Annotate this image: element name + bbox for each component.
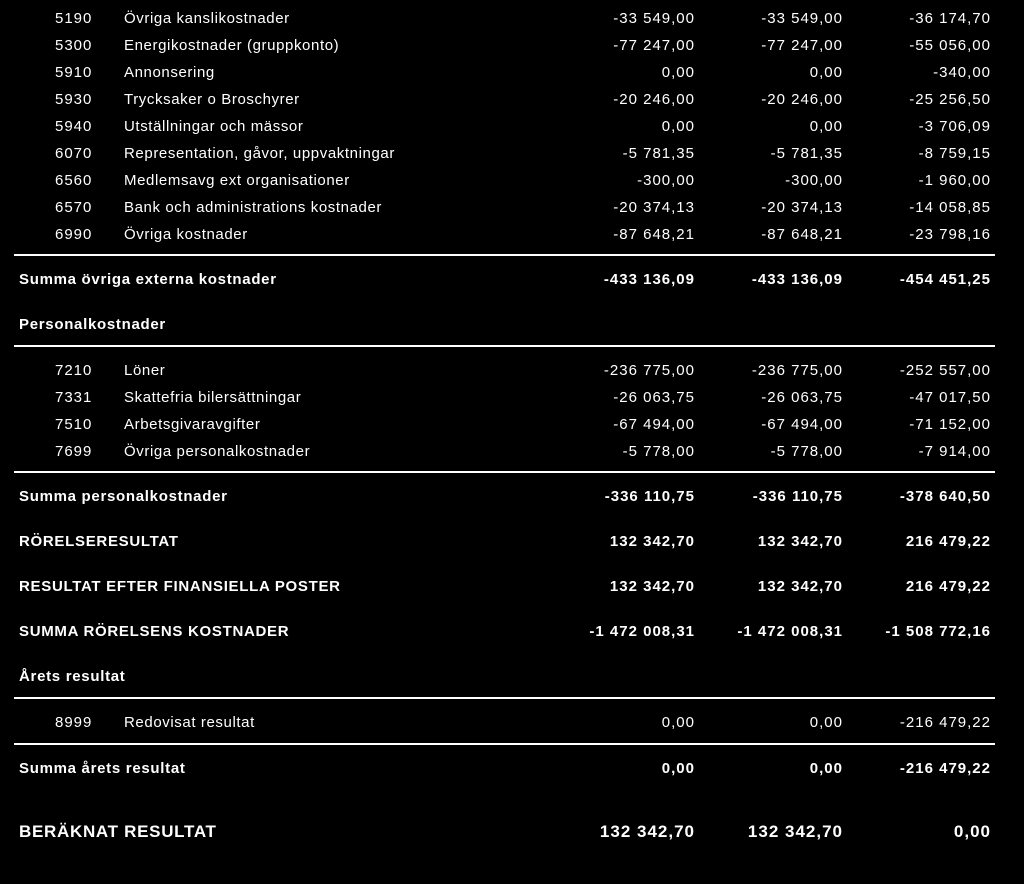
account-name: Redovisat resultat bbox=[124, 714, 255, 731]
amount-col-3: -71 152,00 bbox=[909, 416, 991, 433]
amount-col-1: -26 063,75 bbox=[613, 389, 695, 406]
sum-label: Summa årets resultat bbox=[19, 760, 186, 777]
amount-col-1: -77 247,00 bbox=[613, 37, 695, 54]
account-number: 6560 bbox=[55, 172, 93, 189]
amount-col-2: -20 246,00 bbox=[761, 91, 843, 108]
account-name: Medlemsavg ext organisationer bbox=[124, 172, 350, 189]
account-name: Löner bbox=[124, 362, 166, 379]
sum-label: Summa personalkostnader bbox=[19, 488, 228, 505]
table-row bbox=[0, 140, 1024, 167]
table-row bbox=[0, 86, 1024, 113]
amount-col-2: 132 342,70 bbox=[747, 822, 843, 841]
amount-col-2: 132 342,70 bbox=[757, 578, 843, 595]
amount-col-1: 0,00 bbox=[661, 714, 695, 731]
divider bbox=[14, 254, 995, 256]
table-row bbox=[0, 113, 1024, 140]
sum-year-result-row bbox=[0, 755, 1024, 782]
amount-col-3: -14 058,85 bbox=[909, 199, 991, 216]
account-name: Annonsering bbox=[124, 64, 215, 81]
sum-operating-costs-row bbox=[0, 618, 1024, 645]
amount-col-3: -36 174,70 bbox=[909, 10, 991, 27]
account-name: Övriga personalkostnader bbox=[124, 443, 311, 460]
amount-col-2: 0,00 bbox=[809, 118, 843, 135]
amount-col-2: 132 342,70 bbox=[757, 533, 843, 550]
amount-col-1: -5 778,00 bbox=[622, 443, 695, 460]
amount-col-2: -5 778,00 bbox=[770, 443, 843, 460]
table-row bbox=[0, 709, 1024, 736]
account-name: Arbetsgivaravgifter bbox=[124, 416, 261, 433]
amount-col-3: 216 479,22 bbox=[905, 533, 991, 550]
amount-col-1: -433 136,09 bbox=[603, 271, 695, 288]
amount-col-3: -3 706,09 bbox=[918, 118, 991, 135]
account-number: 7331 bbox=[55, 389, 93, 406]
divider bbox=[14, 471, 995, 473]
amount-col-1: -20 374,13 bbox=[613, 199, 695, 216]
amount-col-3: -378 640,50 bbox=[899, 488, 991, 505]
amount-col-1: -300,00 bbox=[637, 172, 695, 189]
amount-col-2: 0,00 bbox=[809, 64, 843, 81]
section-heading-row bbox=[0, 311, 1024, 338]
account-number: 6570 bbox=[55, 199, 93, 216]
sum-external-costs-row bbox=[0, 266, 1024, 293]
amount-col-3: 216 479,22 bbox=[905, 578, 991, 595]
amount-col-3: -252 557,00 bbox=[899, 362, 991, 379]
table-row bbox=[0, 32, 1024, 59]
section-heading-row bbox=[0, 663, 1024, 690]
amount-col-2: -33 549,00 bbox=[761, 10, 843, 27]
account-name: Skattefria bilersättningar bbox=[124, 389, 302, 406]
amount-col-1: 0,00 bbox=[661, 760, 695, 777]
account-name: Trycksaker o Broschyrer bbox=[124, 91, 300, 108]
account-number: 8999 bbox=[55, 714, 93, 731]
amount-col-3: 0,00 bbox=[953, 822, 991, 841]
table-row bbox=[0, 411, 1024, 438]
sum-label: BERÄKNAT RESULTAT bbox=[19, 822, 217, 841]
amount-col-2: -236 775,00 bbox=[751, 362, 843, 379]
account-name: Energikostnader (gruppkonto) bbox=[124, 37, 340, 54]
amount-col-3: -55 056,00 bbox=[909, 37, 991, 54]
amount-col-3: -8 759,15 bbox=[918, 145, 991, 162]
amount-col-2: -67 494,00 bbox=[761, 416, 843, 433]
amount-col-1: -5 781,35 bbox=[622, 145, 695, 162]
account-number: 5940 bbox=[55, 118, 93, 135]
amount-col-1: -20 246,00 bbox=[613, 91, 695, 108]
result-after-financial-row bbox=[0, 573, 1024, 600]
amount-col-1: 0,00 bbox=[661, 118, 695, 135]
table-row bbox=[0, 438, 1024, 465]
account-number: 7210 bbox=[55, 362, 93, 379]
table-row bbox=[0, 5, 1024, 32]
amount-col-2: -26 063,75 bbox=[761, 389, 843, 406]
table-row bbox=[0, 194, 1024, 221]
amount-col-2: 0,00 bbox=[809, 714, 843, 731]
sum-label: RESULTAT EFTER FINANSIELLA POSTER bbox=[19, 578, 341, 595]
account-name: Representation, gåvor, uppvaktningar bbox=[124, 145, 395, 162]
amount-col-3: -216 479,22 bbox=[899, 760, 991, 777]
amount-col-2: -87 648,21 bbox=[761, 226, 843, 243]
account-number: 5910 bbox=[55, 64, 93, 81]
amount-col-2: -5 781,35 bbox=[770, 145, 843, 162]
divider bbox=[14, 743, 995, 745]
account-number: 6070 bbox=[55, 145, 93, 162]
table-row bbox=[0, 59, 1024, 86]
sum-label: SUMMA RÖRELSENS KOSTNADER bbox=[19, 623, 290, 640]
section-heading: Årets resultat bbox=[19, 668, 126, 685]
operating-result-row bbox=[0, 528, 1024, 555]
amount-col-2: -20 374,13 bbox=[761, 199, 843, 216]
amount-col-2: 0,00 bbox=[809, 760, 843, 777]
table-row bbox=[0, 357, 1024, 384]
amount-col-3: -47 017,50 bbox=[909, 389, 991, 406]
account-number: 5190 bbox=[55, 10, 93, 27]
amount-col-3: -216 479,22 bbox=[899, 714, 991, 731]
amount-col-3: -1 508 772,16 bbox=[885, 623, 991, 640]
amount-col-3: -25 256,50 bbox=[909, 91, 991, 108]
account-name: Utställningar och mässor bbox=[124, 118, 304, 135]
calculated-result-row bbox=[0, 818, 1024, 845]
account-name: Övriga kostnader bbox=[124, 226, 248, 243]
account-number: 6990 bbox=[55, 226, 93, 243]
divider bbox=[14, 345, 995, 347]
amount-col-1: -1 472 008,31 bbox=[589, 623, 695, 640]
amount-col-3: -1 960,00 bbox=[918, 172, 991, 189]
amount-col-1: -67 494,00 bbox=[613, 416, 695, 433]
amount-col-1: -87 648,21 bbox=[613, 226, 695, 243]
account-number: 5300 bbox=[55, 37, 93, 54]
account-name: Bank och administrations kostnader bbox=[124, 199, 383, 216]
amount-col-3: -340,00 bbox=[933, 64, 991, 81]
account-number: 7699 bbox=[55, 443, 93, 460]
amount-col-2: -300,00 bbox=[785, 172, 843, 189]
amount-col-1: -33 549,00 bbox=[613, 10, 695, 27]
account-number: 7510 bbox=[55, 416, 93, 433]
sum-label: RÖRELSERESULTAT bbox=[19, 533, 179, 550]
sum-personnel-row bbox=[0, 483, 1024, 510]
amount-col-1: 132 342,70 bbox=[599, 822, 695, 841]
account-name: Övriga kanslikostnader bbox=[124, 10, 290, 27]
sum-label: Summa övriga externa kostnader bbox=[19, 271, 277, 288]
table-row bbox=[0, 221, 1024, 248]
table-row bbox=[0, 384, 1024, 411]
amount-col-1: 132 342,70 bbox=[609, 578, 695, 595]
divider bbox=[14, 697, 995, 699]
amount-col-3: -23 798,16 bbox=[909, 226, 991, 243]
section-heading: Personalkostnader bbox=[19, 316, 166, 333]
amount-col-2: -433 136,09 bbox=[751, 271, 843, 288]
table-row bbox=[0, 167, 1024, 194]
amount-col-1: -236 775,00 bbox=[603, 362, 695, 379]
account-number: 5930 bbox=[55, 91, 93, 108]
amount-col-2: -1 472 008,31 bbox=[737, 623, 843, 640]
amount-col-1: 132 342,70 bbox=[609, 533, 695, 550]
amount-col-2: -336 110,75 bbox=[752, 488, 843, 505]
amount-col-1: -336 110,75 bbox=[604, 488, 695, 505]
amount-col-3: -454 451,25 bbox=[899, 271, 991, 288]
amount-col-2: -77 247,00 bbox=[761, 37, 843, 54]
amount-col-3: -7 914,00 bbox=[918, 443, 991, 460]
amount-col-1: 0,00 bbox=[661, 64, 695, 81]
